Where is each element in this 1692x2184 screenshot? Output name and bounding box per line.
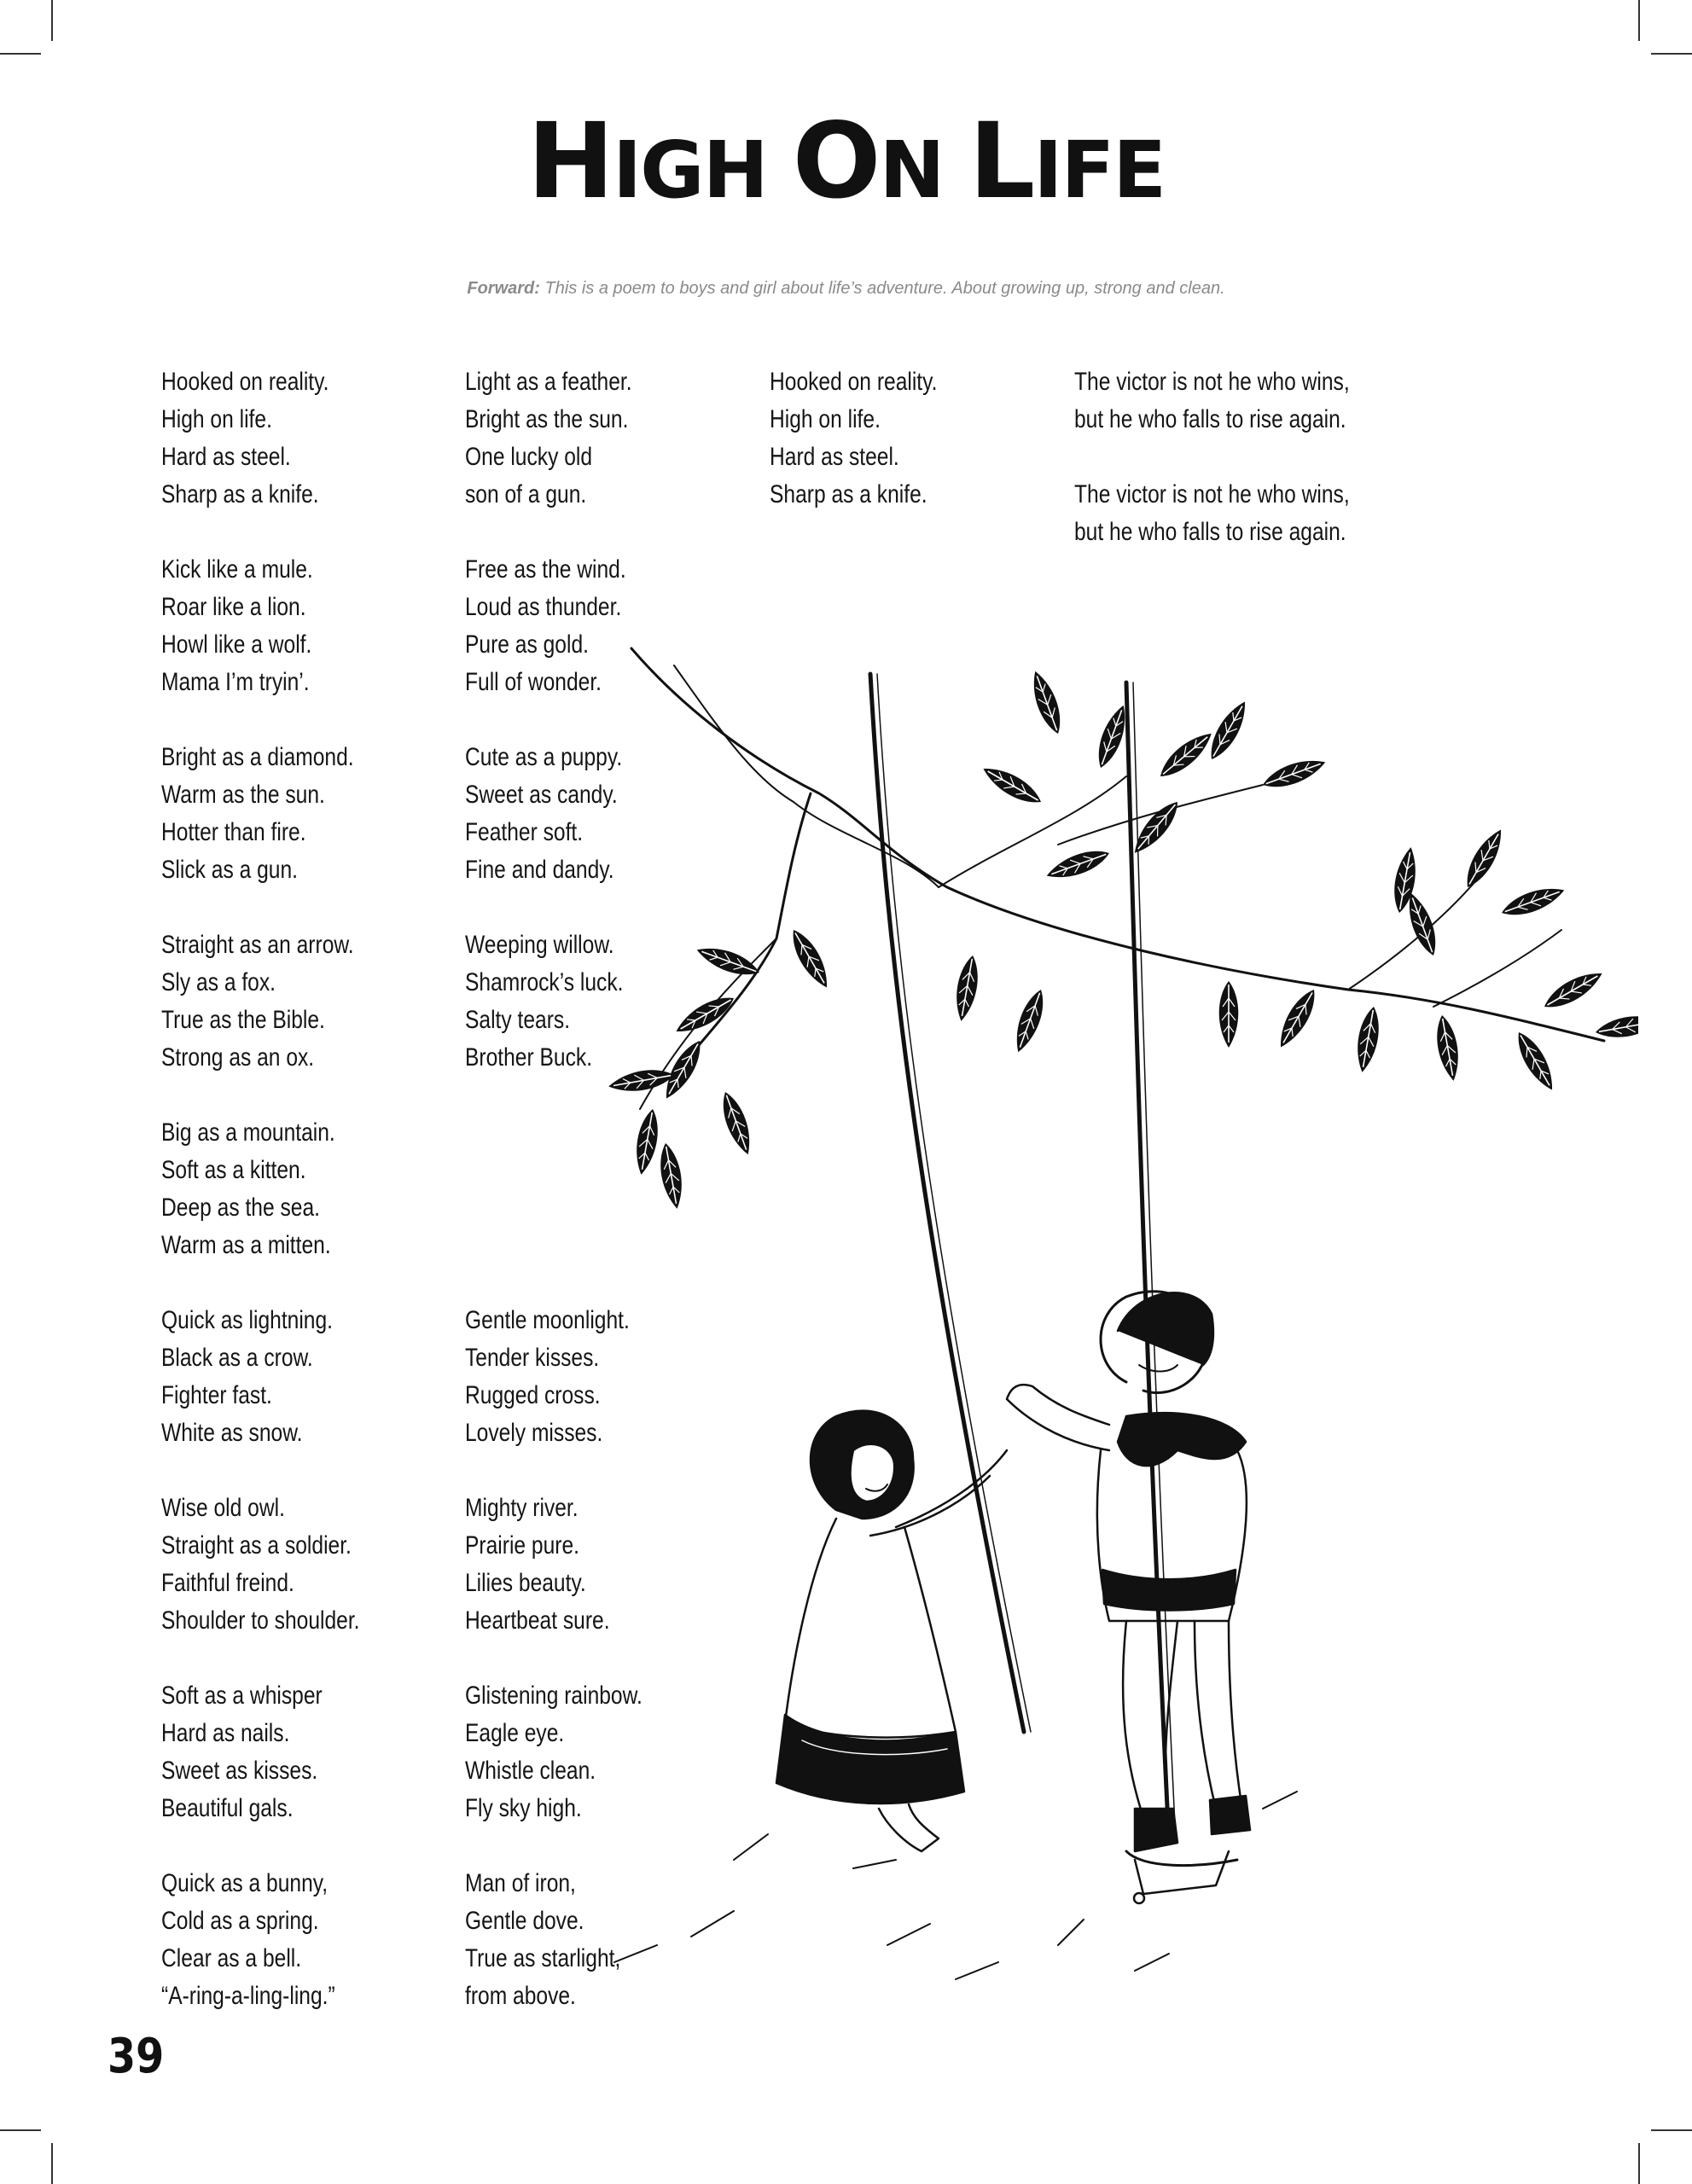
poem-line: son of a gun. <box>465 480 587 508</box>
poem-line: from above. <box>465 1982 576 2010</box>
poem-column-3 <box>770 363 1043 551</box>
crop-mark <box>1651 2129 1692 2131</box>
poem-line: but he who falls to rise again. <box>1074 518 1346 546</box>
poem-line: Sly as a fox. <box>161 968 276 996</box>
poem-line: Sweet as candy. <box>465 781 618 809</box>
poem-line: Big as a mountain. <box>161 1118 335 1147</box>
poem-line: Sharp as a knife. <box>161 480 319 508</box>
poem-line: Shoulder to shoulder. <box>161 1606 360 1635</box>
stanza <box>770 363 1043 514</box>
stanza <box>161 1865 434 2015</box>
poem-line: Bright as a diamond. <box>161 743 354 771</box>
poem-line: Hotter than fire. <box>161 818 306 846</box>
poem-line: Weeping willow. <box>465 931 614 959</box>
poem-line: Hard as nails. <box>161 1719 290 1747</box>
poem-line: Fly sky high. <box>465 1794 582 1822</box>
poem-line: White as snow. <box>161 1419 303 1447</box>
poem-line: Straight as a soldier. <box>161 1531 352 1560</box>
page-number: 39 <box>108 2029 165 2084</box>
foreword-label: Forward: <box>467 279 540 298</box>
crop-mark <box>1651 53 1692 55</box>
poem-line: Hooked on reality. <box>161 368 329 396</box>
swing-rope <box>1126 682 1169 1843</box>
poem-line: One lucky old <box>465 443 593 471</box>
poem-line: Eagle eye. <box>465 1719 565 1747</box>
poem-line: but he who falls to rise again. <box>1074 405 1346 433</box>
swing-illustration <box>580 631 1638 2030</box>
poem-line: Brother Buck. <box>465 1043 593 1072</box>
poem-line: Faithful freind. <box>161 1569 294 1597</box>
leaves <box>607 668 1638 1211</box>
crop-mark <box>51 0 53 41</box>
stanza <box>161 1114 434 1264</box>
poem-line: Mighty river. <box>465 1494 579 1522</box>
stanza <box>465 363 738 514</box>
tree-branch <box>631 648 1604 1041</box>
poem-line: Soft as a kitten. <box>161 1156 306 1184</box>
poem-line: Light as a feather. <box>465 368 632 396</box>
page-title: HIGH ON LIFE <box>526 101 1166 222</box>
poem-line: Howl like a wolf. <box>161 630 312 659</box>
poem-line: Shamrock’s luck. <box>465 968 624 996</box>
poem-line: Wise old owl. <box>161 1494 285 1522</box>
poem-line: The victor is not he who wins, <box>1074 368 1350 396</box>
crop-mark <box>0 53 41 55</box>
poem-line: Prairie pure. <box>465 1531 579 1560</box>
poem-line: Pure as gold. <box>465 630 589 659</box>
poem-line: Hard as steel. <box>770 443 899 471</box>
poem-line: Slick as a gun. <box>161 856 298 884</box>
swing-rope <box>870 674 1024 1732</box>
poem-line: Deep as the sea. <box>161 1194 320 1222</box>
poem-line: Strong as an ox. <box>161 1043 315 1072</box>
poem-column-1 <box>161 363 434 2053</box>
poem-line: Soft as a whisper <box>161 1682 323 1710</box>
poem-line: Fine and dandy. <box>465 856 614 884</box>
poem-line: Warm as a mitten. <box>161 1231 331 1259</box>
poem-line: Quick as lightning. <box>161 1306 334 1334</box>
poem-line: Hard as steel. <box>161 443 291 471</box>
poem-line: Gentle moonlight. <box>465 1306 630 1334</box>
poem-line: Salty tears. <box>465 1006 571 1034</box>
poem-line: Free as the wind. <box>465 555 626 584</box>
poem-line: Mama I’m tryin’. <box>161 668 310 696</box>
poem-line: Sweet as kisses. <box>161 1757 318 1785</box>
poem-line: True as the Bible. <box>161 1006 325 1034</box>
poem-line: The victor is not he who wins, <box>1074 480 1350 508</box>
poem-line: Fighter fast. <box>161 1381 272 1409</box>
motion-lines <box>614 1774 1297 1979</box>
poem-line: Heartbeat sure. <box>465 1606 610 1635</box>
poem-column-4 <box>1074 363 1433 589</box>
poem-line: Hooked on reality. <box>770 368 938 396</box>
poem-line: True as starlight, <box>465 1944 621 1972</box>
poem-line: Bright as the sun. <box>465 405 629 433</box>
poem-line: Man of iron, <box>465 1869 576 1897</box>
stanza <box>161 1302 434 1452</box>
stanza <box>161 926 434 1077</box>
poem-line: Sharp as a knife. <box>770 480 927 508</box>
stanza <box>161 551 434 701</box>
crop-mark <box>1638 0 1640 41</box>
poem-line: Black as a crow. <box>161 1344 313 1372</box>
poem-line: Feather soft. <box>465 818 584 846</box>
stanza <box>1074 476 1433 551</box>
poem-line: Glistening rainbow. <box>465 1682 642 1710</box>
poem-line: Kick like a mule. <box>161 555 313 584</box>
poem-line: Loud as thunder. <box>465 593 622 621</box>
stanza <box>161 1677 434 1827</box>
crop-mark <box>1638 2143 1640 2184</box>
poem-line: Warm as the sun. <box>161 781 325 809</box>
poem-line: High on life. <box>161 405 272 433</box>
stanza <box>1074 363 1433 439</box>
poem-line: Tender kisses. <box>465 1344 600 1372</box>
poem-line: Lilies beauty. <box>465 1569 586 1597</box>
crop-mark <box>51 2143 53 2184</box>
crop-mark <box>0 2129 41 2131</box>
poem-line: Lovely misses. <box>465 1419 603 1447</box>
foreword <box>0 279 1692 299</box>
poem-line: Quick as a bunny, <box>161 1869 329 1897</box>
poem-line: High on life. <box>770 405 881 433</box>
stanza <box>161 363 434 514</box>
stanza <box>161 1490 434 1640</box>
poem-line: Clear as a bell. <box>161 1944 302 1972</box>
stanza <box>161 739 434 889</box>
poem-line: Whistle clean. <box>465 1757 596 1785</box>
poem-line: “A-ring-a-ling-ling.” <box>161 1982 335 2010</box>
poem-line: Full of wonder. <box>465 668 602 696</box>
poem-line: Cold as a spring. <box>161 1907 319 1935</box>
poem-line: Rugged cross. <box>465 1381 601 1409</box>
boy-figure <box>1007 1292 1250 1903</box>
poem-line: Gentle dove. <box>465 1907 584 1935</box>
poem-line: Cute as a puppy. <box>465 743 623 771</box>
poem-line: Straight as an arrow. <box>161 931 354 959</box>
foreword-text: This is a poem to boys and girl about life’s adventure. About growing up, strong and clean. <box>539 279 1225 298</box>
tree-branch <box>674 793 811 1075</box>
poem-line: Beautiful gals. <box>161 1794 294 1822</box>
poem-line: Roar like a lion. <box>161 593 306 621</box>
